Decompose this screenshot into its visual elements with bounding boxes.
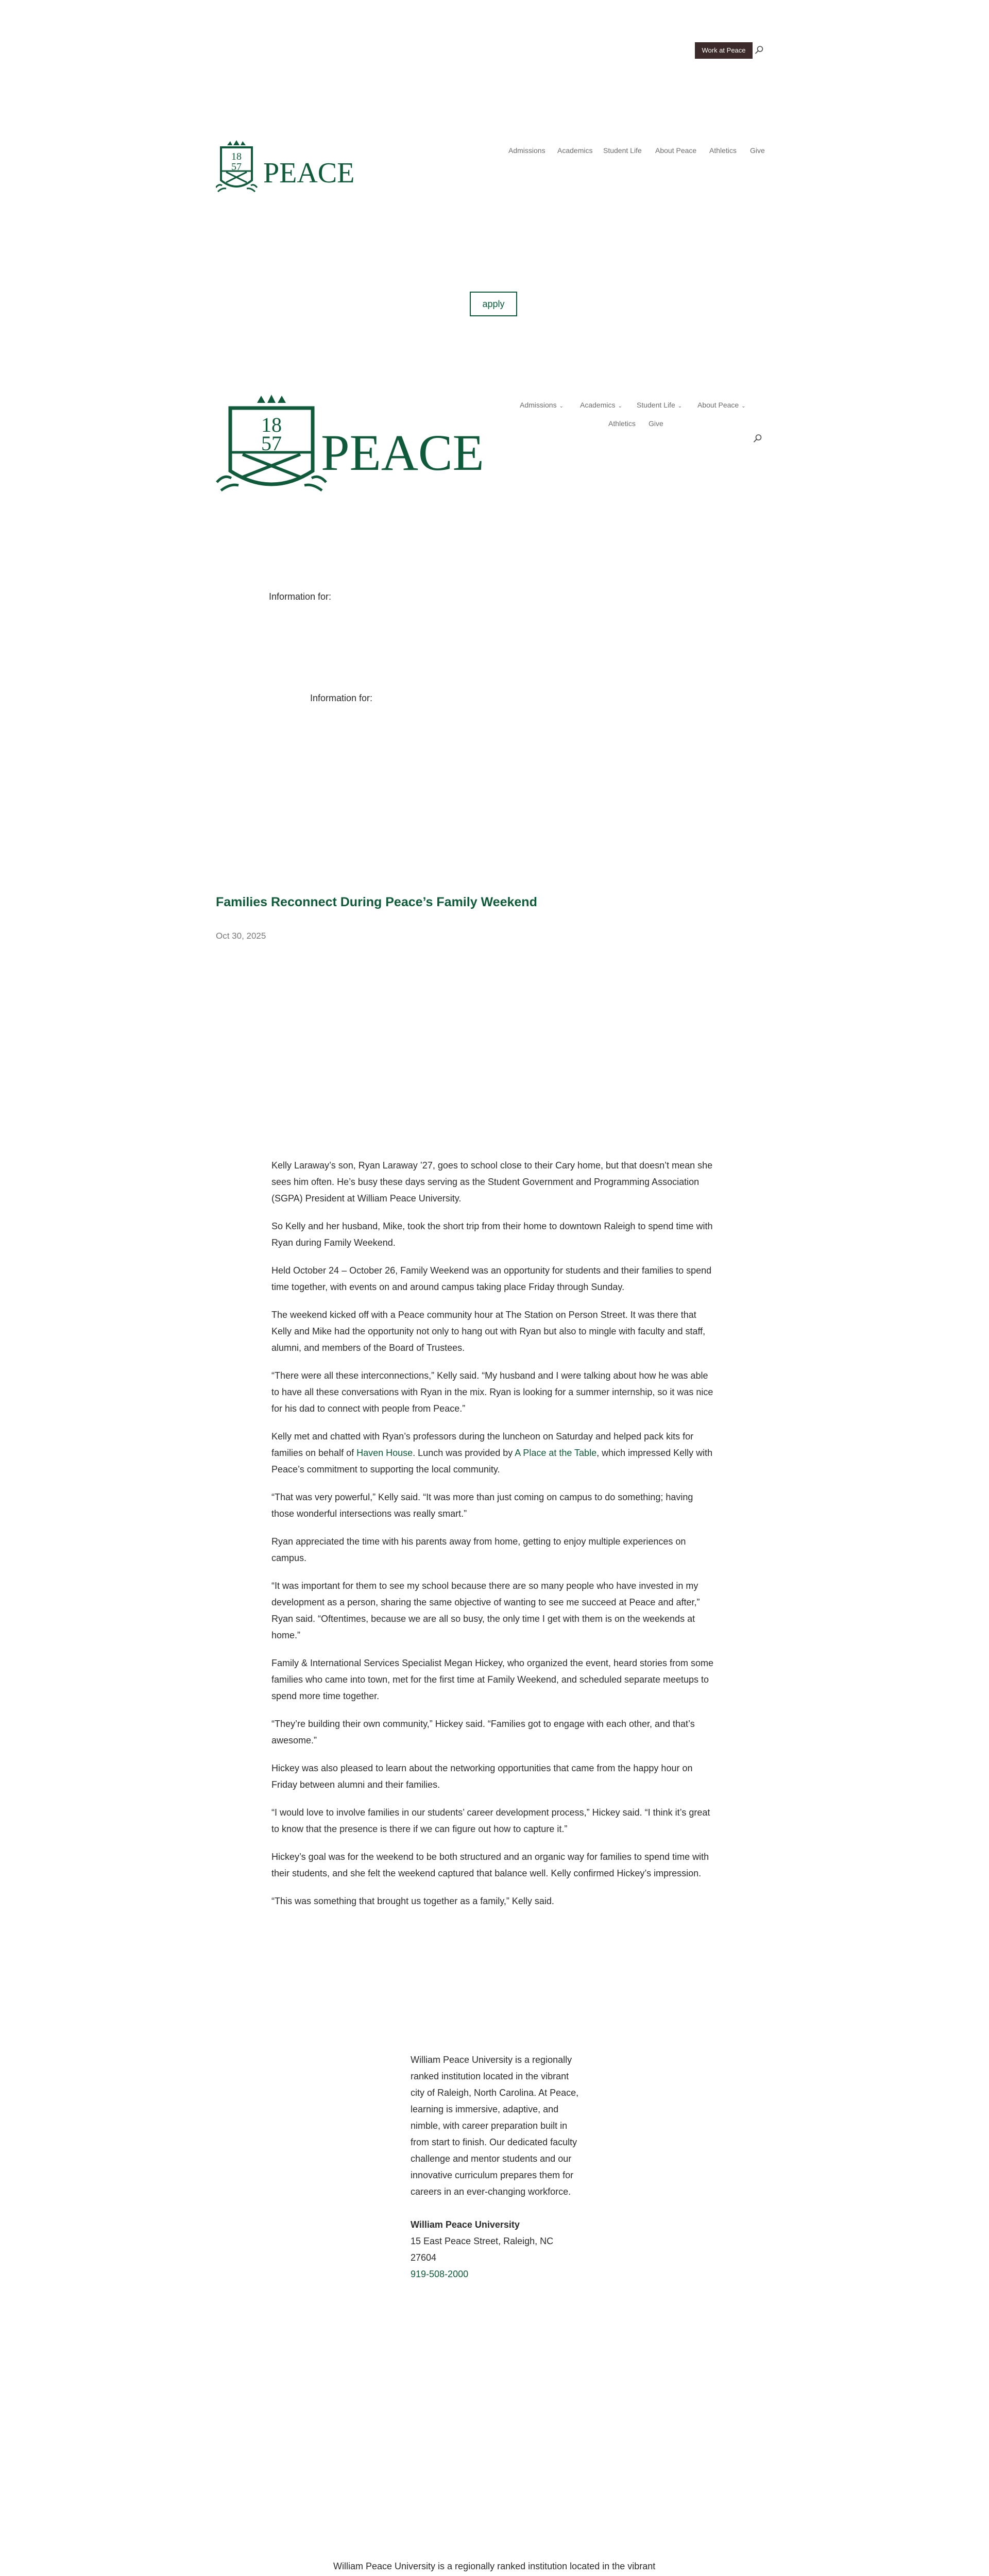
nav2-athletics[interactable]: Athletics [608,419,636,428]
peace-logo-small[interactable] [216,140,381,207]
nav2-academics-label: Academics [580,401,616,409]
nav2-about-peace-label: About Peace [697,401,739,409]
article-paragraph: Kelly Laraway’s son, Ryan Laraway ’27, goes to school close to their Cary home, but that doesn’t mean she sees him often. He’s busy these days serving as the Student Government and Programming Association (SGPA) President at William Peace University. [271,1160,713,1204]
nav2-student-life[interactable] [637,401,682,409]
logo-year-top-large: 18 [261,413,282,436]
work-at-peace-button[interactable]: Work at Peace [695,42,753,59]
article-paragraph [271,1428,718,1478]
chevron-down-icon: ⌄ [741,403,746,409]
chevron-down-icon: ⌄ [677,403,683,409]
chevron-down-icon: ⌄ [559,403,564,409]
logo-year-bottom-large: 57 [261,432,282,455]
article-paragraph: “That was very powerful,” Kelly said. “It was more than just coming on campus to do something; having those wonderful intersections was really smart.” [271,1492,693,1519]
footer-about-narrow [411,2052,581,2282]
p6-text-after: , which impressed Kelly with Peace’s commitment to supporting the local community. [271,1448,713,1475]
nav-give[interactable]: Give [750,146,765,155]
logo-wordmark-large: PEACE [321,424,484,481]
information-for-label: Information for: [269,591,332,602]
article-paragraph: Hickey’s goal was for the weekend to be both structured and an organic way for families to spend time with their students, and she felt the weekend captured that balance well. Kelly confirmed Hickey’s impression. [271,1852,709,1878]
apply-button[interactable]: apply [470,292,517,316]
nav-about-peace[interactable]: About Peace [655,146,697,155]
search-icon[interactable] [753,434,762,443]
article-paragraph: “I would love to involve families in our students’ career development process,” Hickey said. “I think it’s great to know that the presence is there if we can figure out how to capture it.” [271,1807,710,1834]
article-paragraph: “This was something that brought us together as a family,” Kelly said. [271,1896,554,1906]
article-date: Oct 30, 2025 [216,931,266,941]
footer-about-text: William Peace University is a regionally ranked institution located in the vibrant city of Raleigh, North Carolina. At Peace, learning is immersive, adaptive, and nimble, with career preparation built in from start to finish. Our dedicated faculty challenge and mentor students and our innovative curriculum prepares them for careers in an ever-changing workforce. [411,2055,579,2197]
footer-address: 15 East Peace Street, Raleigh, NC 27604 [411,2236,554,2263]
logo-year-top: 18 [231,151,242,162]
search-icon[interactable] [755,45,764,55]
article-paragraph: “They’re building their own community,” Hickey said. “Families got to engage with each other, and that’s awesome.” [271,1719,695,1745]
peace-logo-large[interactable] [216,395,494,508]
footer-phone-link[interactable]: 919-508-2000 [411,2269,469,2279]
p6-text-before: Kelly met and chatted with Ryan’s professors during the luncheon on Saturday and helped pack kits for families on behalf of [271,1431,694,1458]
nav-academics[interactable]: Academics [557,146,593,155]
chevron-down-icon: ⌄ [618,403,622,409]
article-title: Families Reconnect During Peace’s Family Weekend [216,895,537,909]
nav2-about-peace[interactable] [697,401,746,409]
logo-wordmark: PEACE [263,157,355,189]
nav-student-life[interactable]: Student Life [603,146,642,155]
footer-about-text: William Peace University is a regionally ranked institution located in the vibrant [333,2561,656,2571]
article-paragraph: Ryan appreciated the time with his parents away from home, getting to enjoy multiple experiences on campus. [271,1536,686,1563]
a-place-at-the-table-link[interactable]: A Place at the Table [515,1448,597,1458]
footer-about-wide [333,2558,656,2576]
nav2-student-life-label: Student Life [637,401,675,409]
article-paragraph: Held October 24 – October 26, Family Weekend was an opportunity for students and their families to spend time together, with events on and around campus taking place Friday through Sunday. [271,1265,712,1292]
logo-year-bottom: 57 [231,161,242,173]
article-paragraph: “There were all these interconnections,” Kelly said. “My husband and I were talking about how he was able to have all these conversations with Ryan in the mix. Ryan is looking for a summer internship, so it was nice for his dad to connect with people from Peace.” [271,1370,713,1414]
article-paragraph: Hickey was also pleased to learn about the networking opportunities that came from the happy hour on Friday between alumni and their families. [271,1763,693,1790]
nav-athletics[interactable]: Athletics [709,146,737,155]
nav2-give[interactable]: Give [649,419,663,428]
nav-admissions[interactable]: Admissions [508,146,545,155]
haven-house-link[interactable]: Haven House [356,1448,413,1458]
information-for-label-secondary: Information for: [310,693,373,703]
article-body [271,1157,718,1921]
nav2-admissions[interactable] [520,401,564,409]
nav2-academics[interactable] [580,401,622,409]
nav2-admissions-label: Admissions [520,401,557,409]
article-paragraph: Family & International Services Specialist Megan Hickey, who organized the event, heard stories from some families who came into town, met for the first time at Family Weekend, and scheduled separate meetups to spend more time together. [271,1658,714,1701]
article-paragraph: So Kelly and her husband, Mike, took the short trip from their home to downtown Raleigh to spend time with Ryan during Family Weekend. [271,1221,713,1248]
article-paragraph: “It was important for them to see my school because there are so many people who have invested in my development as a person, sharing the same objective of wanting to see me succeed at Peace and after,” Ryan said. “Oftentimes, because we are all so busy, the only time I get with them is on the weekends at home.” [271,1581,700,1640]
p6-text-middle: . Lunch was provided by [413,1448,515,1458]
footer-university-name: William Peace University [411,2219,520,2230]
article-paragraph: The weekend kicked off with a Peace community hour at The Station on Person Street. It was there that Kelly and Mike had the opportunity not only to hang out with Ryan but also to mingle with faculty and staff, alumni, and members of the Board of Trustees. [271,1310,706,1353]
